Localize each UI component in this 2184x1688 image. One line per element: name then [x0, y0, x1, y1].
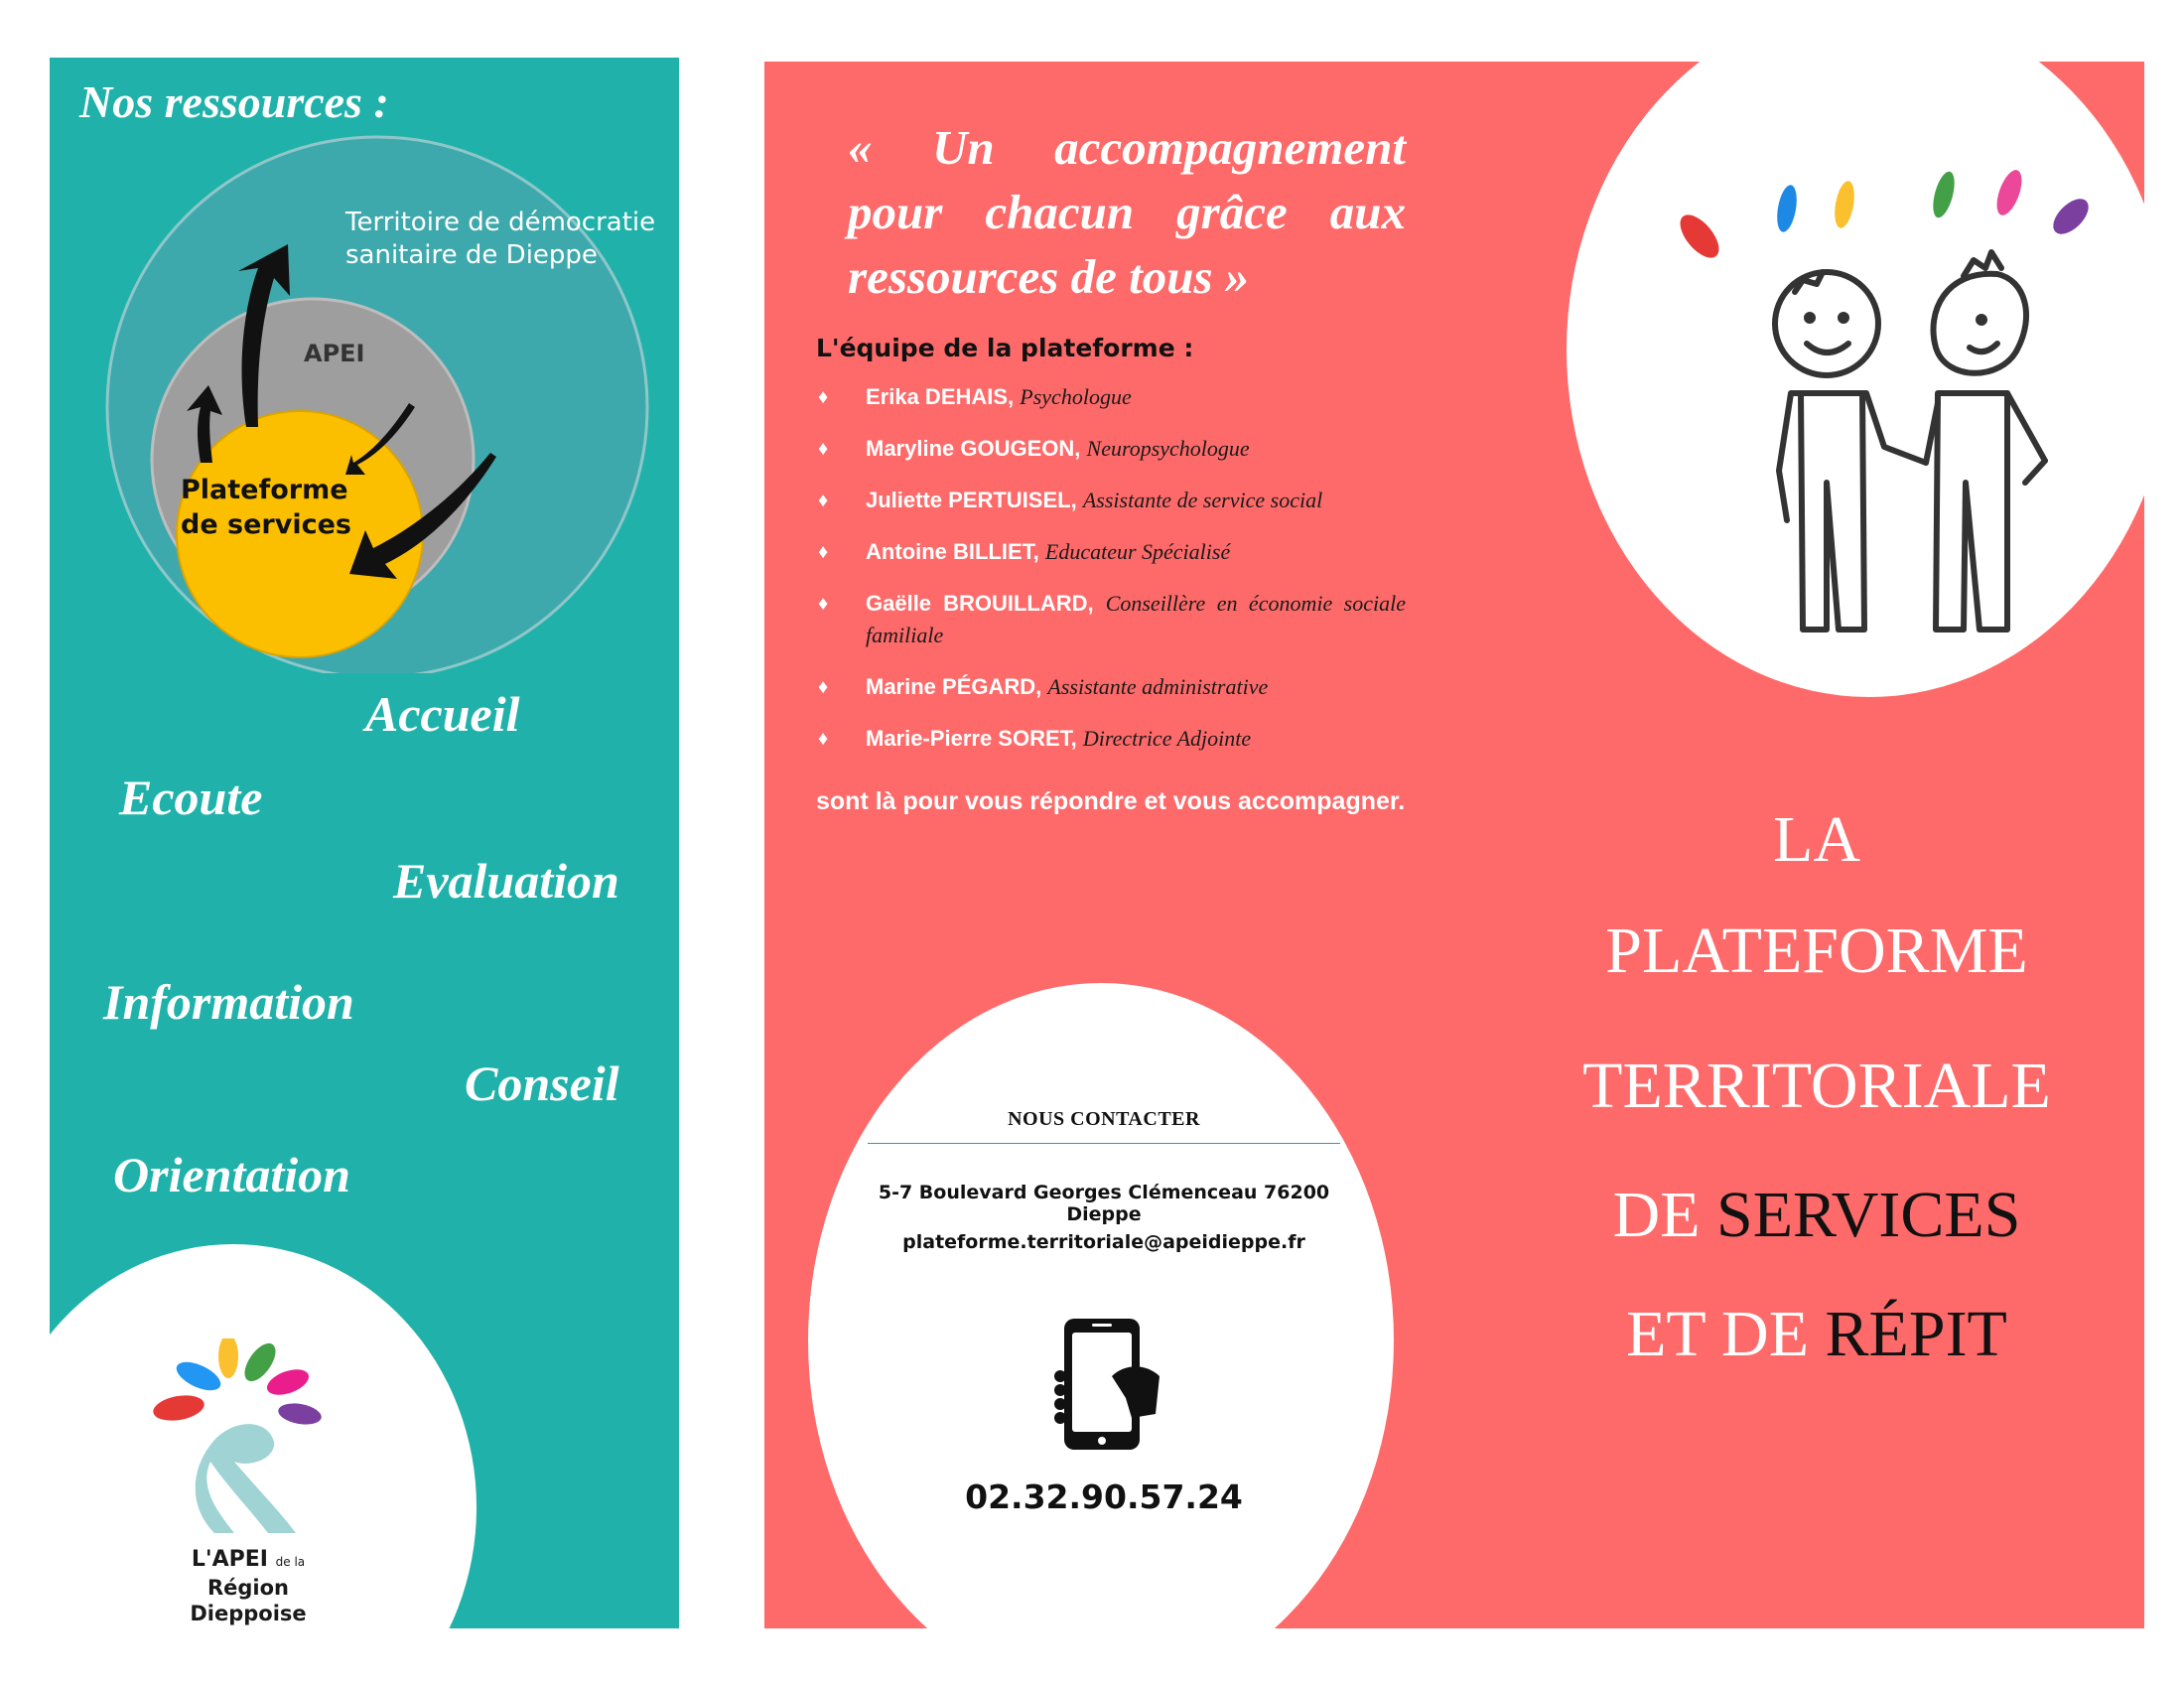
title-line-4a: DE — [1612, 1179, 1701, 1251]
team-member — [816, 433, 1406, 465]
diamond-bullet-icon: ♦ — [818, 490, 829, 511]
member-name: Juliette PERTUISEL, — [866, 488, 1077, 512]
team-list — [816, 381, 1406, 774]
smartphone-icon — [1052, 1315, 1171, 1454]
team-member — [816, 536, 1406, 568]
service-orientation: Orientation — [113, 1147, 350, 1202]
member-name: Gaëlle BROUILLARD, — [866, 591, 1094, 616]
member-role: Neuropsychologue — [1086, 436, 1250, 461]
title-line-5a: ET DE — [1626, 1298, 1810, 1370]
member-role: Psychologue — [1020, 384, 1132, 409]
team-title: L'équipe de la plateforme : — [816, 334, 1194, 362]
diamond-bullet-icon: ♦ — [818, 593, 829, 615]
member-name: Maryline GOUGEON, — [866, 436, 1081, 461]
diamond-bullet-icon: ♦ — [818, 386, 829, 408]
service-evaluation: Evaluation — [393, 853, 619, 909]
member-role: Conseillère en économie sociale familiale — [866, 591, 1406, 647]
platform-label: Plateforme de services — [181, 475, 351, 540]
diamond-bullet-icon: ♦ — [818, 541, 829, 563]
logo-wordmark — [149, 1547, 347, 1626]
team-member — [816, 381, 1406, 413]
two-friends-illustration-icon — [1628, 113, 2124, 649]
team-member — [816, 671, 1406, 703]
resources-title: Nos ressources : — [79, 76, 389, 127]
contact-background — [808, 983, 1394, 1628]
diamond-bullet-icon: ♦ — [818, 438, 829, 460]
member-name: Marine PÉGARD, — [866, 674, 1042, 699]
service-information: Information — [103, 974, 354, 1030]
logo-small: de la — [275, 1555, 306, 1569]
contact-phone[interactable]: 02.32.90.57.24 — [965, 1477, 1243, 1516]
territory-label: Territoire de démocratie sanitaire de Dieppe — [345, 208, 656, 270]
member-role: Educateur Spécialisé — [1044, 539, 1231, 564]
apei-label: APEI — [304, 340, 365, 367]
diamond-bullet-icon: ♦ — [818, 676, 829, 698]
member-role: Directrice Adjointe — [1082, 726, 1252, 751]
member-name: Antoine BILLIET, — [866, 539, 1039, 564]
logo-line1 — [149, 1547, 347, 1575]
team-member — [816, 723, 1406, 755]
team-member — [816, 485, 1406, 516]
contact-email[interactable]: plateforme.territoriale@apeidieppe.fr — [902, 1231, 1305, 1253]
service-ecoute: Ecoute — [119, 770, 263, 825]
title-line-4b: SERVICES — [1716, 1179, 2021, 1251]
apei-logo-icon — [129, 1338, 347, 1537]
member-name: Erika DEHAIS, — [866, 384, 1015, 409]
title-line-3-text: TERRITORIALE — [1582, 1050, 2051, 1122]
service-accueil: Accueil — [365, 686, 520, 742]
right-panel: « Un accompagnement pour chacun grâce aux ressources de tous » L'équipe de la plateforme : ♦ Erika DEHAIS, Psychologue ♦ Maryline GOUGEON, Neuropsychologue ♦ Juliette PERTUISEL, Assistante de service social ♦ Antoine BILLIET, Educateur Spécialisé ♦ Gaëlle BROUILLARD, Conseillère en économie sociale familiale ♦ Marine PÉGARD, Assistante administrative ♦ Marie-Pierre SORET, Directrice Adjointe sont là pour vous répondre et vous accompagner. NOUS CONTACTER 5-7 Boulevard Georges Clémenceau 76200 Dieppe plateforme.territoriale@apeidieppe.fr 02.32.90.57.24 LA PLATEFORME TERRITORIALE DE SERVICES ET DE RÉPIT — [764, 62, 2144, 1628]
quote: « Un accompagnement pour chacun grâce aux ressources de tous » — [848, 120, 1406, 304]
logo-main: L'APEI — [191, 1547, 268, 1572]
closing-text: sont là pour vous répondre et vous accompagner. — [816, 787, 1406, 815]
member-role: Assistante de service social — [1082, 488, 1323, 512]
left-panel — [50, 58, 679, 1628]
member-name: Marie-Pierre SORET, — [866, 726, 1077, 751]
team-member — [816, 588, 1406, 651]
diamond-bullet-icon: ♦ — [818, 728, 829, 750]
logo-line2: Région Dieppoise — [190, 1576, 307, 1625]
contact-heading: NOUS CONTACTER — [868, 1108, 1340, 1144]
title-line-5b: RÉPIT — [1825, 1298, 2007, 1370]
contact-address: 5-7 Boulevard Georges Clémenceau 76200 Dieppe — [878, 1182, 1330, 1225]
member-role: Assistante administrative — [1047, 674, 1269, 699]
service-conseil: Conseil — [465, 1055, 619, 1111]
